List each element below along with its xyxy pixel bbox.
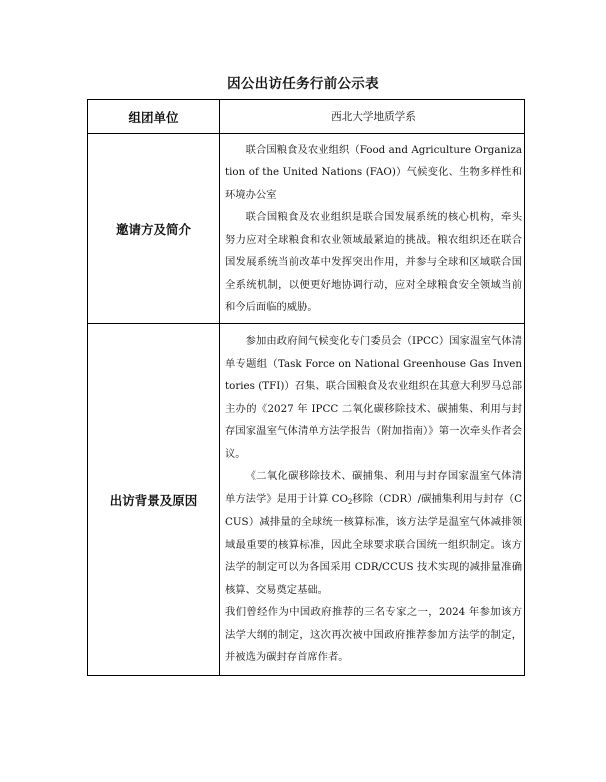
background-text: 移除（CDR）/碳捕集利用与封存（CCUS）减排量的全球统一核算标准，该方法学是温室气体减排领域最重要的核算标准，因此全球要求联合国统一组织制定。该方法学的制定可以为各国采用 CDR/CCUS 技术实现的减排量准确核算、交易奠定基础。 bbox=[225, 492, 523, 596]
background-paragraph: 参加由政府间气候变化专门委员会（IPCC）国家温室气体清单专题组（Task Force on National Greenhouse Gas Inventories (TFI)）召集、联合国粮食及农业组织在其意大利罗马总部主办的《2027 年 IPCC 二氧化碳移除技术、碳捕集、利用与封存国家温室气体清单方法学报告（附加指南）》第一次牵头作者会议。 bbox=[225, 335, 522, 460]
background-paragraph bbox=[225, 465, 522, 601]
background-paragraph: 我们曾经作为中国政府推荐的三名专家之一，2024 年参加该方法学大纲的制定，这次再次被中国政府推荐参加方法学的制定，并被选为碳封存首席作者。 bbox=[225, 606, 522, 664]
document-title: 因公出访任务行前公示表 bbox=[227, 76, 379, 92]
background-text: 《二氧化碳移除技术、碳捕集、利用与封存国家温室气体清单方法学》是用于计算 CO bbox=[225, 470, 522, 505]
table-row-invitation bbox=[88, 134, 525, 324]
background-content bbox=[220, 324, 525, 676]
unit-value: 西北大学地质学系 bbox=[220, 100, 525, 134]
unit-label: 组团单位 bbox=[88, 100, 220, 134]
invitation-label: 邀请方及简介 bbox=[88, 134, 220, 324]
invitation-content bbox=[220, 134, 525, 324]
table-row-unit bbox=[88, 100, 525, 134]
invitation-paragraph: 联合国粮食及农业组织（Food and Agriculture Organization of the United Nations (FAO)）气候变化、生物多样性和环境办公室 bbox=[225, 143, 522, 201]
invitation-paragraph: 联合国粮食及农业组织是联合国发展系统的核心机构，牵头努力应对全球粮食和农业领域最紧迫的挑战。粮农组织还在联合国发展系统当前改革中发挥突出作用，并参与全球和区域联合国全系统机制，以便更好地协调行动，应对全球粮食安全领域当前和今后面临的威胁。 bbox=[225, 211, 522, 313]
background-label: 出访背景及原因 bbox=[88, 324, 220, 676]
table-row-background bbox=[88, 324, 525, 676]
disclosure-table bbox=[87, 99, 525, 676]
subscript-2: 2 bbox=[347, 497, 353, 506]
